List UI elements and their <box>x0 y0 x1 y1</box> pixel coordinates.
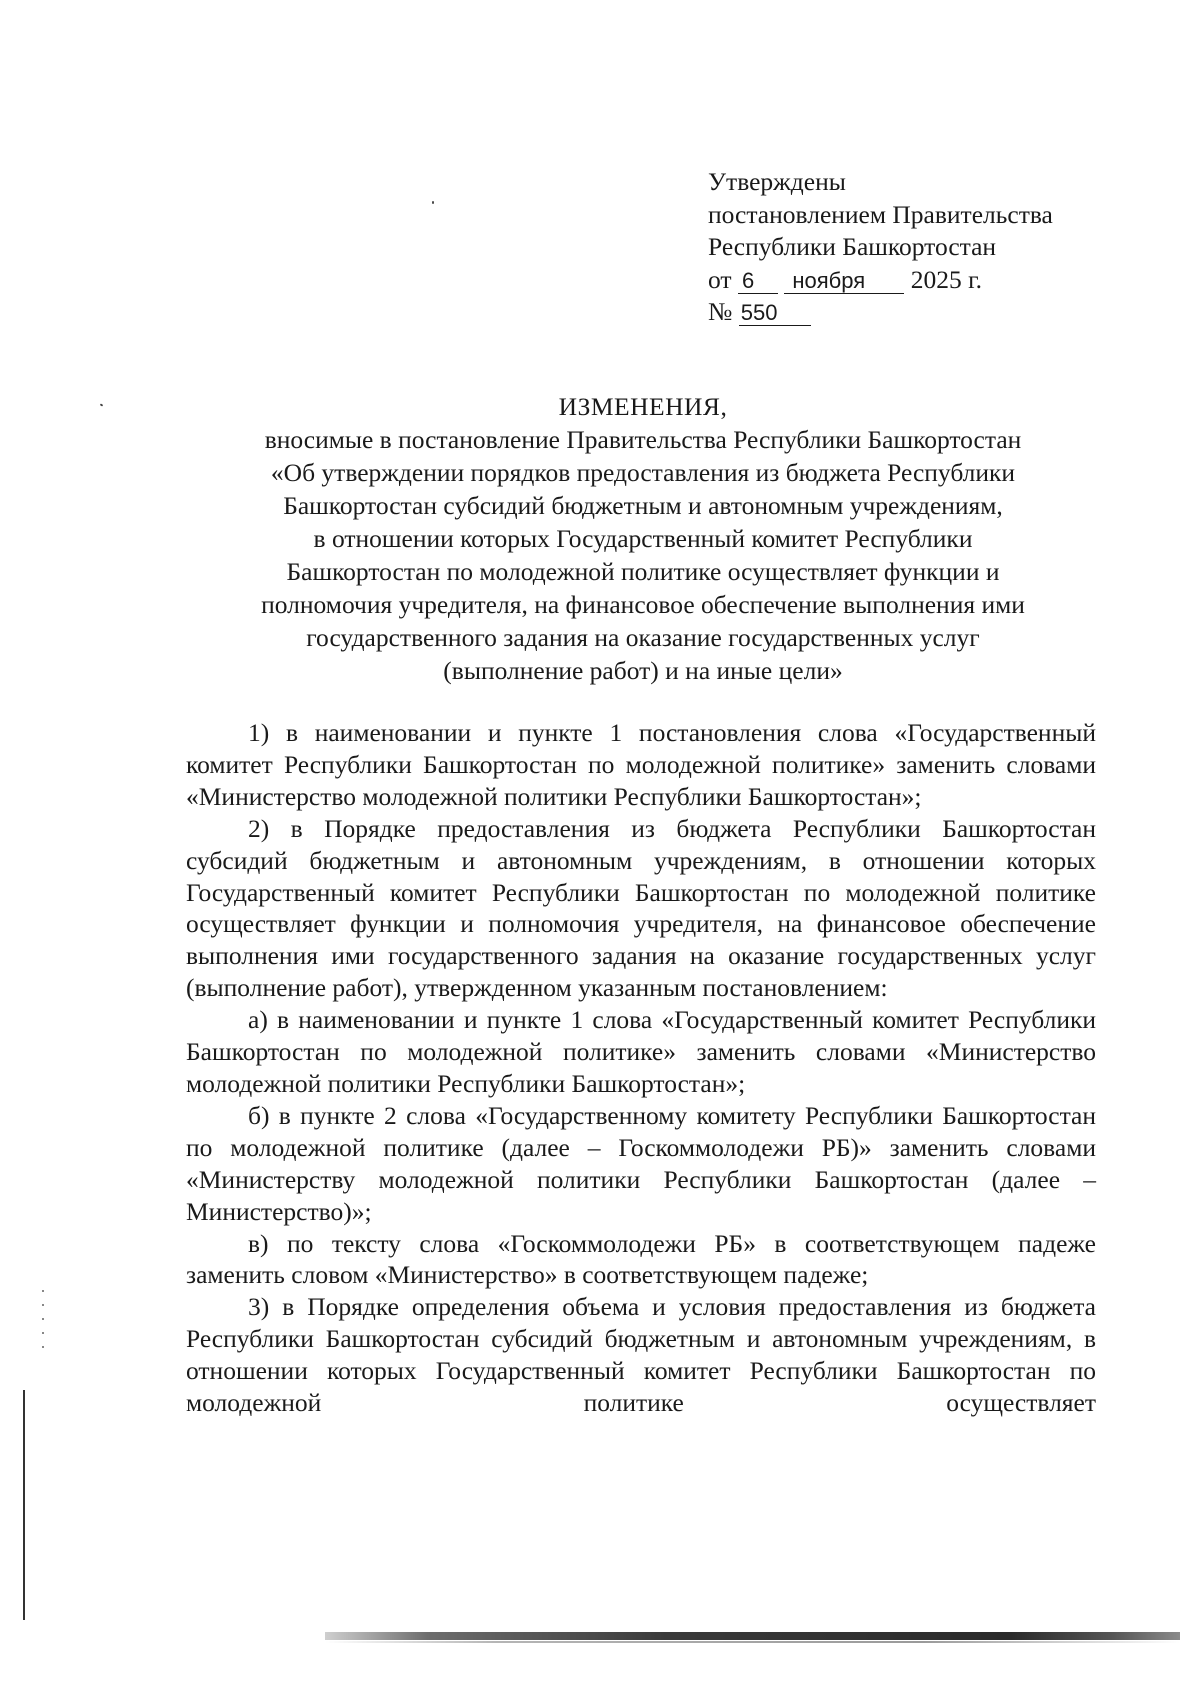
amendment-paragraph: 3) в Порядке определения объема и условия предоставления из бюджета Республики Башкортостан субсидий бюджетным и автономным учреждениям, в отношении которых Государственный комитет Республики Башкортостан по молодежной политике осуществляет <box>186 1292 1096 1418</box>
date-month: ноября <box>784 270 904 294</box>
amendment-paragraph: б) в пункте 2 слова «Государственному комитету Республики Башкортостан по молодежной политике (далее – Госкоммолодежи РБ)» заменить словами «Министерству молодежной политики Республики Башкортостан (далее – Министерство)»; <box>186 1100 1096 1226</box>
approval-number-line <box>708 296 1168 329</box>
date-prefix: от <box>708 264 732 294</box>
number-value: 550 <box>739 302 811 326</box>
amendment-paragraph: 1) в наименовании и пункте 1 постановления слова «Государственный комитет Республики Башкортостан по молодежной политике» заменить словами «Министерство молодежной политики Республики Башкортостан»; <box>186 718 1096 811</box>
approval-date-line <box>708 264 1168 297</box>
date-day: 6 <box>738 270 778 294</box>
document-title: ИЗМЕНЕНИЯ, <box>558 392 728 421</box>
heading-line: в отношении которых Государственный комитет Республики <box>313 524 973 553</box>
heading-line: Башкортостан по молодежной политике осуществляет функции и <box>286 557 1000 586</box>
heading-line: (выполнение работ) и на иные цели» <box>443 656 843 685</box>
scan-edge-line <box>23 1390 25 1620</box>
amendment-paragraph: 2) в Порядке предоставления из бюджета Республики Башкортостан субсидий бюджетным и автономным учреждениям, в отношении которых Государственный комитет Республики Башкортостан по молодежной политике осуществляет функции и полномочия учредителя, на финансовое обеспечение выполнения ими государственного задания на оказание государственных услуг (выполнение работ), утвержденном указанным постановлением: <box>186 813 1096 1003</box>
scan-speck <box>432 201 434 204</box>
amendment-paragraph: в) по тексту слова «Госкоммолодежи РБ» в соответствующем падеже заменить словом «Министерство» в соответствующем падеже; <box>186 1228 1096 1290</box>
date-year: 2025 г. <box>910 264 983 294</box>
heading-line: «Об утверждении порядков предоставления из бюджета Республики <box>270 458 1016 487</box>
number-prefix: № <box>708 297 733 326</box>
scan-bottom-edge-shadow <box>325 1641 1180 1643</box>
heading-line: государственного задания на оказание государственных услуг <box>306 623 980 652</box>
approval-line-2: постановлением Правительства <box>708 199 1053 229</box>
heading-line: Башкортостан субсидий бюджетным и автономным учреждениям, <box>283 491 1003 520</box>
scan-edge-dots <box>42 1290 44 1350</box>
approval-line-3: Республики Башкортостан <box>708 232 997 261</box>
heading-line: вносимые в постановление Правительства Республики Башкортостан <box>264 425 1022 454</box>
scan-bottom-edge <box>325 1632 1180 1640</box>
document-body <box>186 717 1096 1419</box>
heading-line: полномочия учредителя, на финансовое обеспечение выполнения ими <box>261 590 1025 619</box>
approval-stamp-block <box>708 166 1168 329</box>
document-heading <box>190 390 1096 687</box>
scan-speck <box>100 403 104 406</box>
amendment-paragraph: а) в наименовании и пункте 1 слова «Государственный комитет Республики Башкортостан по молодежной политике» заменить словами «Министерство молодежной политики Республики Башкортостан»; <box>186 1005 1096 1098</box>
approval-line-1: Утверждены <box>708 167 846 196</box>
